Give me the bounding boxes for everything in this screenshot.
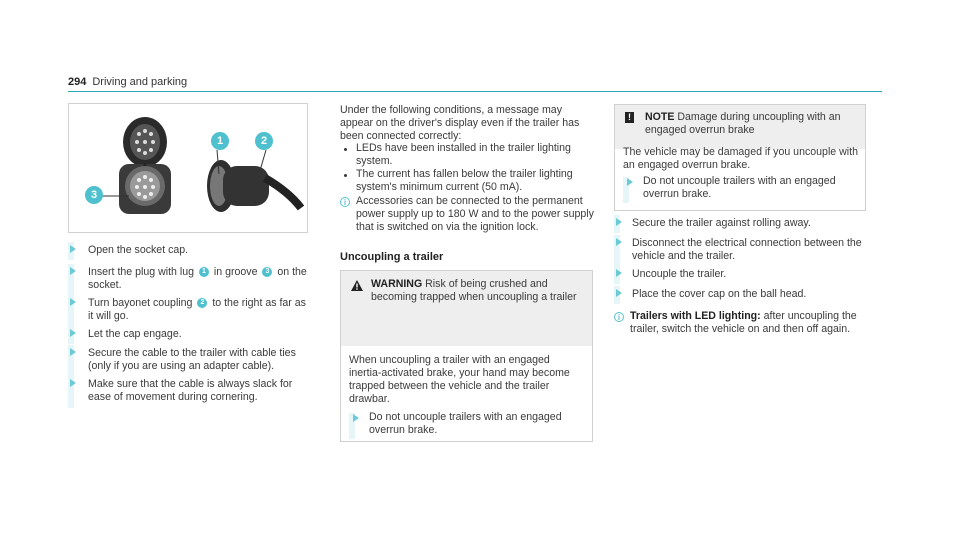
step-text (88, 244, 310, 257)
led-info-label: Trailers with LED lighting: (630, 310, 761, 322)
step-arrow-icon (616, 289, 622, 297)
warning-step: Do not uncouple trailers with an engaged overrun brake. (369, 411, 562, 436)
step-text: Disconnect the electrical connection between the vehicle and the trailer. (632, 237, 862, 262)
step-arrow-icon (616, 238, 622, 246)
warning-body: When uncoupling a trailer with an engaged inertia-activated brake, your hand may become trapped between the vehicle and the trailer drawbar. (349, 354, 570, 405)
inline-callout-2: 2 (197, 298, 207, 308)
step-text: Uncouple the trailer. (632, 268, 727, 280)
step-text: Place the cover cap on the ball head. (632, 288, 807, 300)
step-text: Secure the trailer against rolling away. (632, 217, 811, 229)
socket-figure (68, 103, 308, 233)
step-text (88, 347, 310, 373)
note-heading-text: Damage during uncoupling with an engaged overrun brake (645, 111, 841, 136)
note-heading (645, 111, 860, 137)
led-info-paragraph (630, 310, 866, 336)
info-icon: i (340, 197, 350, 207)
page-header (68, 76, 187, 89)
step-text-part: Secure the cable to the trailer with cable ties (only if you are using an adapter cable). (88, 347, 296, 372)
led-info-text: after uncoupling the trailer, switch the vehicle on and then off again. (630, 310, 857, 335)
trailer-socket-illustration (69, 104, 307, 232)
page-number: 294 (68, 76, 87, 88)
step-arrow-icon (627, 178, 633, 186)
warning-heading (371, 278, 586, 304)
note-icon: ! (625, 112, 634, 123)
step-text (88, 328, 310, 341)
bullet-item: The current has fallen below the trailer lighting system's minimum current (50 mA). (356, 168, 573, 193)
callout-2: 2 (255, 132, 273, 150)
step-arrow-icon (70, 245, 76, 253)
step-text-part: to the right as far as it will go. (88, 297, 306, 322)
step-text (88, 297, 310, 323)
step-arrow-icon (616, 269, 622, 277)
step-text-part: in groove (210, 266, 261, 278)
inline-callout-1: 1 (199, 267, 209, 277)
info-paragraph: Accessories can be connected to the permanent power supply up to 180 W and to the power supply that is switched on via the ignition lock. (356, 195, 594, 233)
step-text-part: Insert the plug with lug (88, 266, 197, 278)
chapter-title: Driving and parking (92, 76, 188, 88)
step-arrow-icon (70, 379, 76, 387)
warning-box (340, 270, 593, 442)
note-step: Do not uncouple trailers with an engaged overrun brake. (643, 175, 836, 200)
step-text (88, 378, 310, 404)
info-icon: i (614, 312, 624, 322)
bullet-item: LEDs have been installed in the trailer lighting system. (356, 142, 571, 167)
callout-3: 3 (85, 186, 103, 204)
step-text-part: Turn bayonet coupling (88, 297, 196, 309)
step-text (88, 266, 310, 292)
step-arrow-icon (70, 267, 76, 275)
warning-icon (351, 280, 363, 291)
warning-label: WARNING (371, 278, 423, 290)
inline-callout-3: 3 (262, 267, 272, 277)
section-heading: Uncoupling a trailer (340, 251, 444, 263)
step-text-part: Make sure that the cable is always slack for ease of movement during cornering. (88, 378, 293, 403)
step-arrow-icon (353, 414, 359, 422)
note-box (614, 104, 866, 211)
step-text-part: on the socket. (88, 266, 307, 291)
step-arrow-icon (616, 218, 622, 226)
bullet-dot (344, 174, 347, 177)
warning-heading-text: Risk of being crushed and becoming trapped when uncoupling a trailer (371, 278, 577, 303)
step-text-part: Open the socket cap. (88, 244, 189, 256)
step-arrow-icon (70, 348, 76, 356)
header-rule (68, 91, 882, 92)
note-body: The vehicle may be damaged if you uncouple with an engaged overrun brake. (623, 146, 858, 171)
step-arrow-icon (70, 298, 76, 306)
step-text-part: Let the cap engage. (88, 328, 182, 340)
bullet-dot (344, 148, 347, 151)
step-arrow-icon (70, 329, 76, 337)
note-label: NOTE (645, 111, 675, 123)
callout-1: 1 (211, 132, 229, 150)
intro-paragraph: Under the following conditions, a message may appear on the driver's display even if the trailer has been connected correctly: (340, 104, 580, 142)
